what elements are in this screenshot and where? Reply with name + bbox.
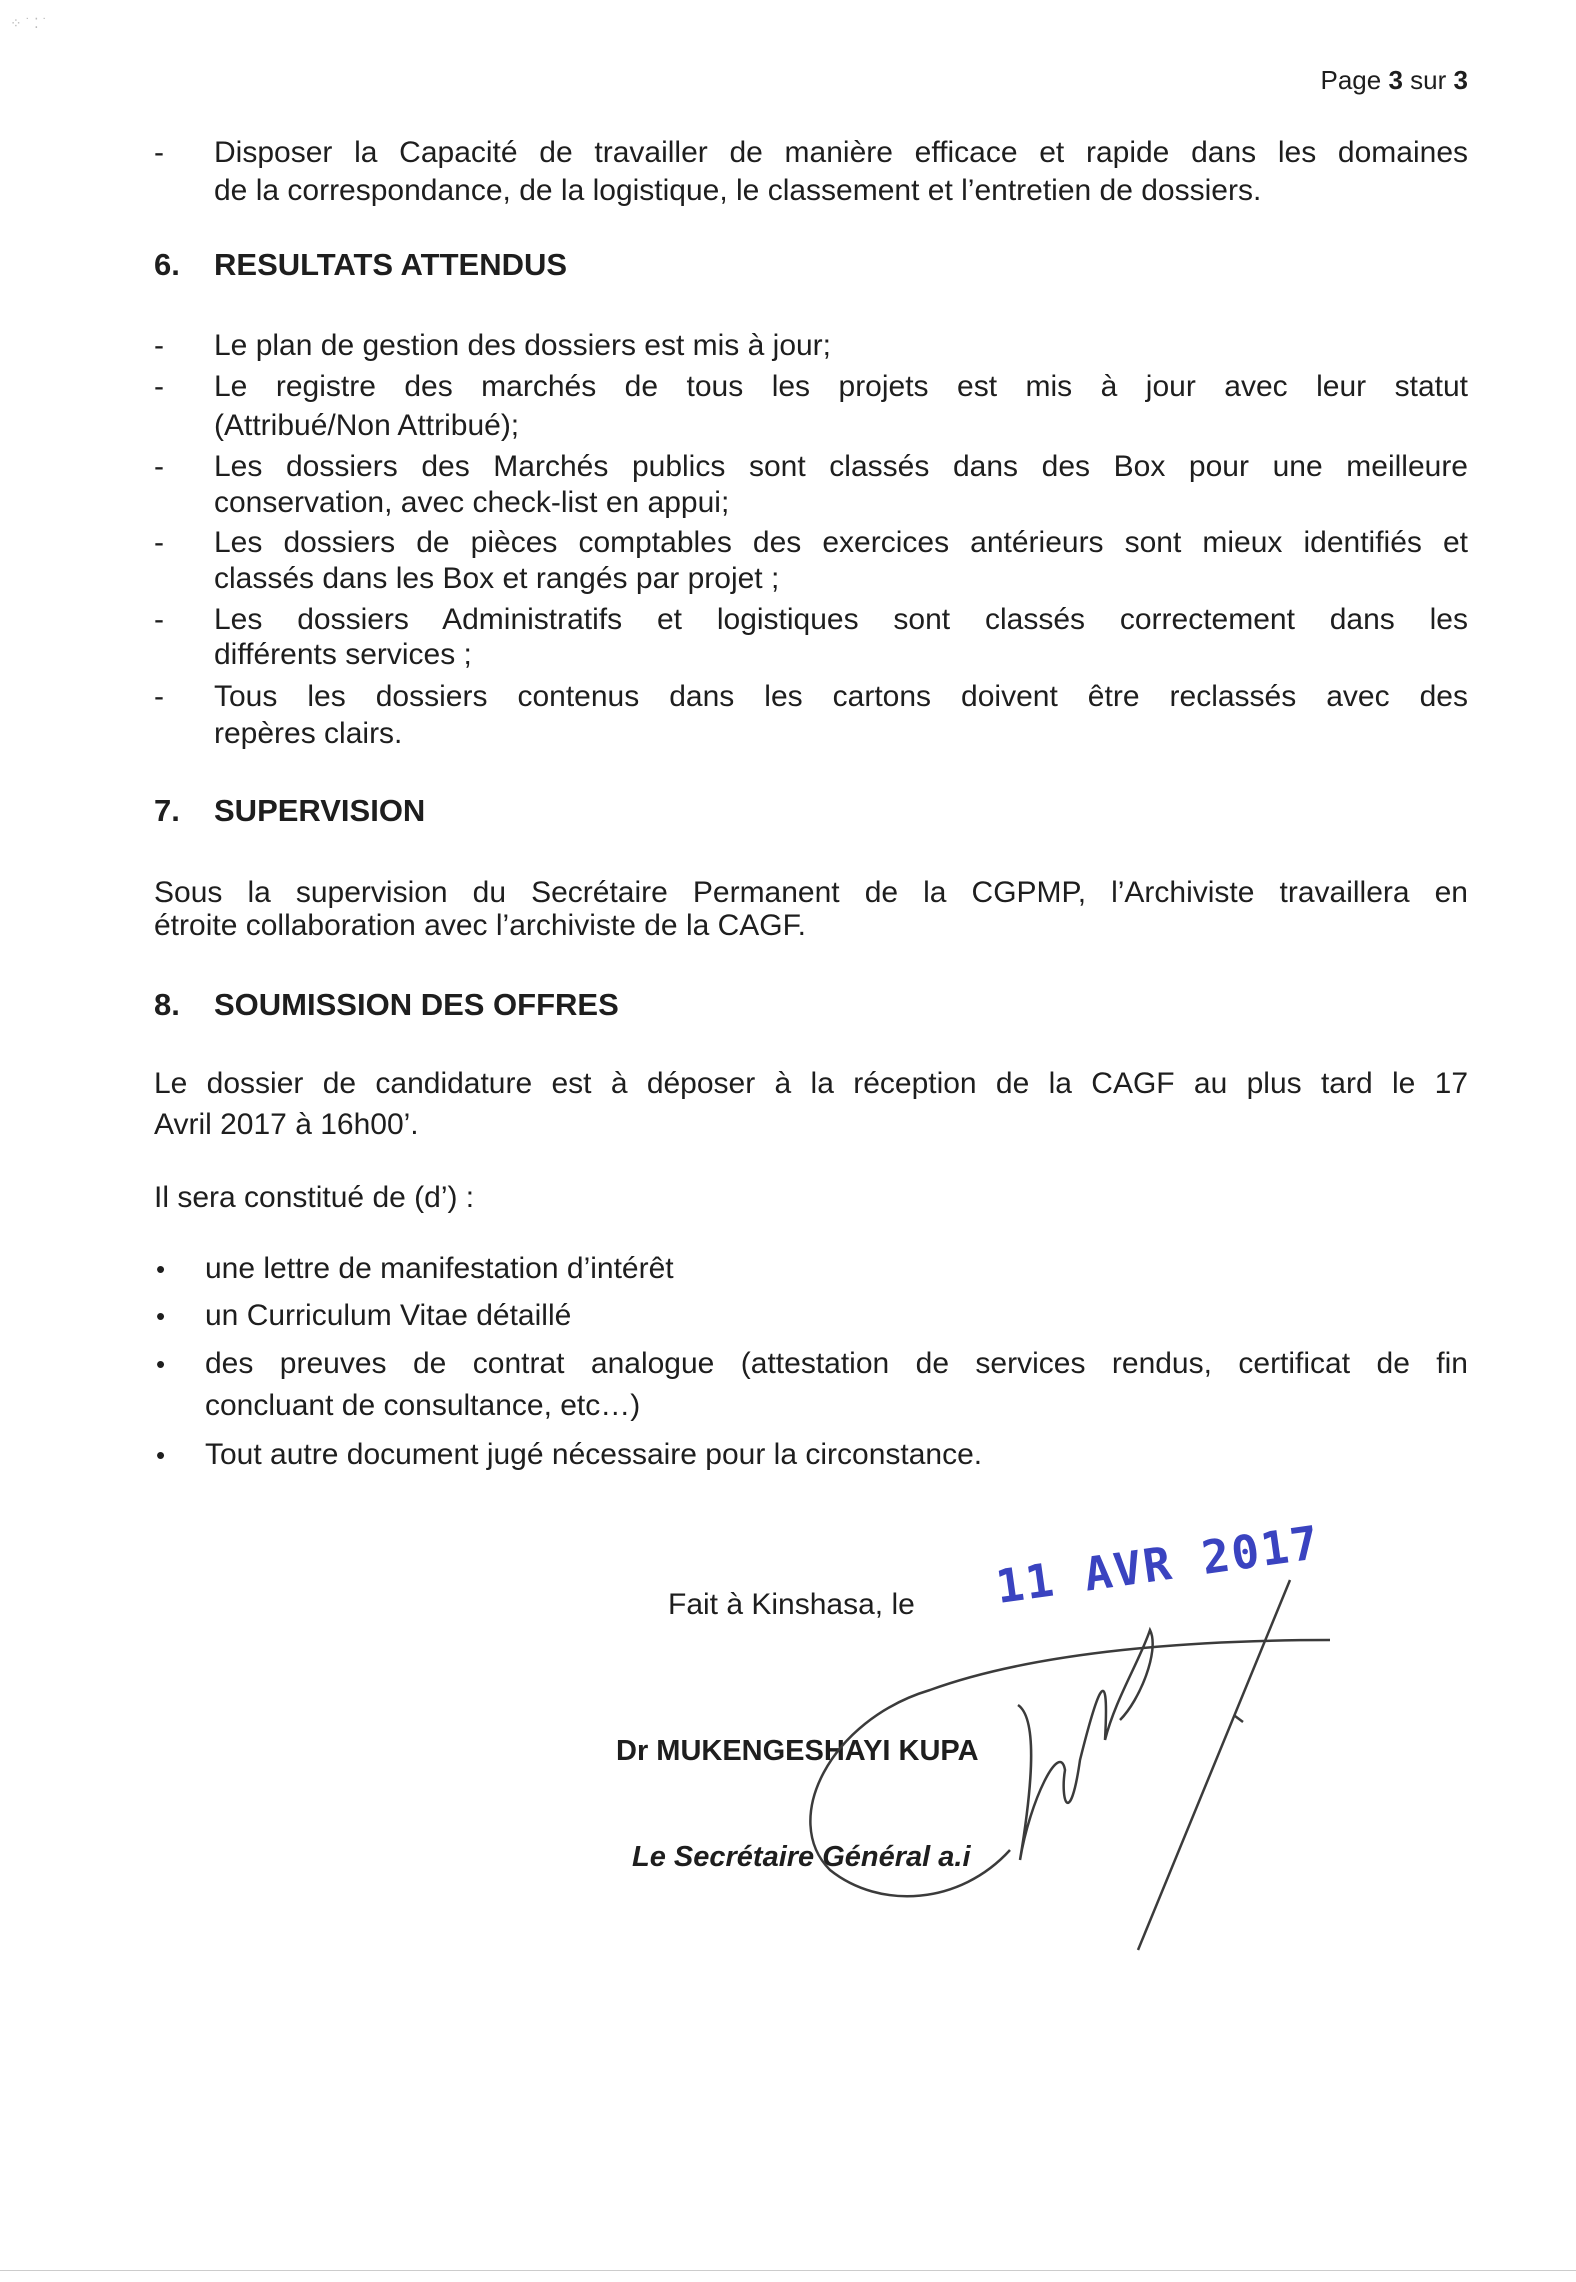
list-item-line: une lettre de manifestation d’intérêt (205, 1252, 674, 1285)
dash-bullet: - (154, 370, 164, 403)
bullet-icon: • (156, 1440, 166, 1470)
section-title: SUPERVISION (214, 793, 426, 828)
place-date: Fait à Kinshasa, le (668, 1588, 915, 1621)
page-total: 3 (1453, 65, 1468, 95)
list-item-line: classés dans les Box et rangés par projet ; (214, 562, 780, 595)
list-item-line: concluant de consultance, etc…) (205, 1389, 641, 1422)
paragraph-line: étroite collaboration avec l’archiviste de la CAGF. (154, 909, 806, 942)
list-item-line: Les dossiers de pièces comptables des exercices antérieurs sont mieux identifiés et (214, 526, 1468, 559)
list-item-line: Les dossiers Administratifs et logistiques sont classés correctement dans les (214, 603, 1468, 636)
dash-bullet: - (154, 136, 164, 169)
bullet-icon: • (156, 1349, 166, 1379)
section-number: 8. (154, 987, 180, 1022)
scan-noise: ⁘ ˙ ⁚ ˙ (10, 15, 48, 31)
signatory-name: Dr MUKENGESHAYI KUPA (616, 1735, 979, 1767)
page-prefix: Page (1320, 65, 1382, 95)
list-intro: Il sera constitué de (d’) : (154, 1181, 475, 1214)
section-title: SOUMISSION DES OFFRES (214, 987, 619, 1022)
date-stamp: 11 AVR 2017 (992, 1515, 1324, 1614)
list-item-line: Disposer la Capacité de travailler de manière efficace et rapide dans les domaines (214, 136, 1468, 169)
section-title: RESULTATS ATTENDUS (214, 247, 568, 282)
page-sep: sur (1410, 65, 1447, 95)
list-item-line: différents services ; (214, 638, 472, 671)
list-item-line: (Attribué/Non Attribué); (214, 409, 520, 442)
list-item-line: repères clairs. (214, 717, 403, 750)
list-item-line: conservation, avec check-list en appui; (214, 486, 730, 519)
dash-bullet: - (154, 603, 164, 636)
dash-bullet: - (154, 329, 164, 362)
list-item-line: de la correspondance, de la logistique, le classement et l’entretien de dossiers. (214, 174, 1262, 207)
dash-bullet: - (154, 526, 164, 559)
signatory-title: Le Secrétaire Général a.i (632, 1841, 971, 1873)
list-item-line: Le plan de gestion des dossiers est mis à jour; (214, 329, 832, 362)
list-item-line: Le registre des marchés de tous les projets est mis à jour avec leur statut (214, 370, 1468, 403)
page-current: 3 (1388, 65, 1403, 95)
bullet-icon: • (156, 1301, 166, 1331)
list-item-line: des preuves de contrat analogue (attestation de services rendus, certificat de fin (205, 1347, 1468, 1380)
dash-bullet: - (154, 680, 164, 713)
dash-bullet: - (154, 450, 164, 483)
paragraph-line: Avril 2017 à 16h00’. (154, 1108, 419, 1141)
list-item-line: Tous les dossiers contenus dans les cartons doivent être reclassés avec des (214, 680, 1468, 713)
paragraph-line: Sous la supervision du Secrétaire Permanent de la CGPMP, l’Archiviste travaillera en (154, 876, 1468, 909)
bullet-icon: • (156, 1254, 166, 1284)
list-item-line: Les dossiers des Marchés publics sont classés dans des Box pour une meilleure (214, 450, 1468, 483)
section-number: 7. (154, 793, 180, 828)
paragraph-line: Le dossier de candidature est à déposer à la réception de la CAGF au plus tard le 17 (154, 1067, 1468, 1100)
page-edge (0, 2270, 1576, 2271)
section-number: 6. (154, 247, 180, 282)
list-item-line: un Curriculum Vitae détaillé (205, 1299, 572, 1332)
list-item-line: Tout autre document jugé nécessaire pour la circonstance. (205, 1438, 983, 1471)
